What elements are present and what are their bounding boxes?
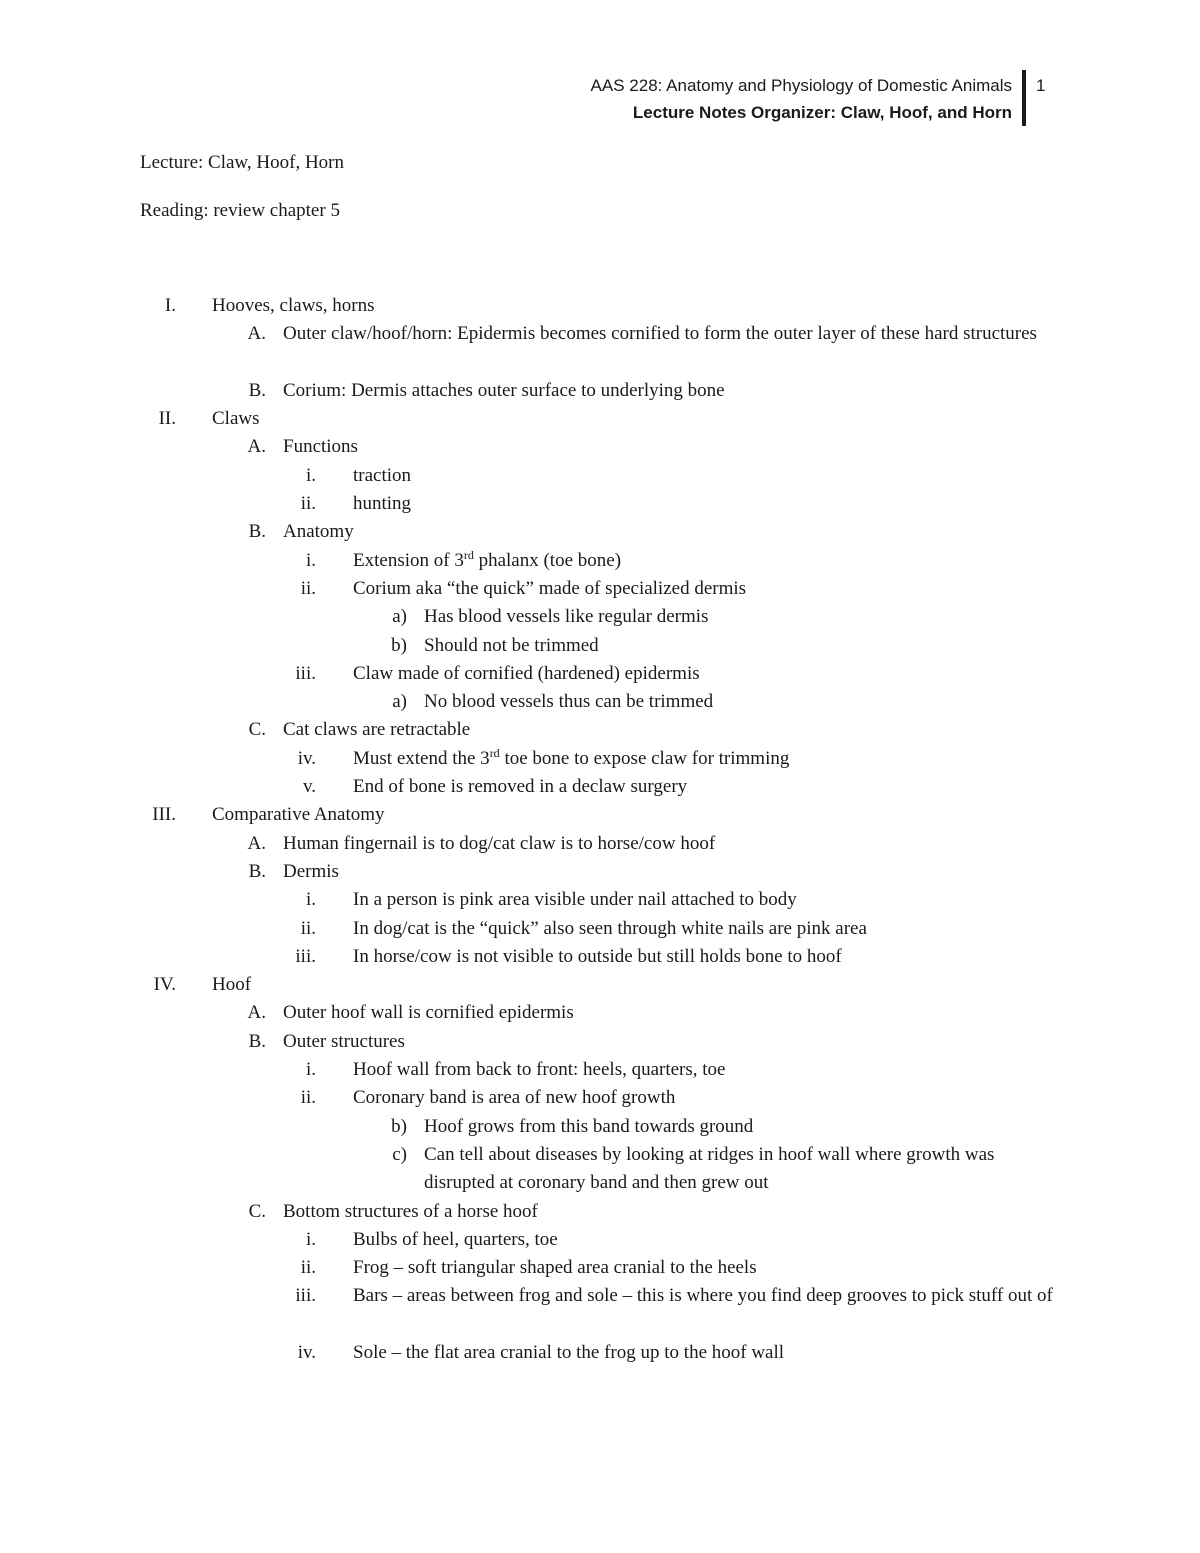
outline-text: In a person is pink area visible under nail attached to body xyxy=(353,889,797,911)
outline-text: End of bone is removed in a declaw surgery xyxy=(353,776,688,798)
outline-item xyxy=(0,320,1200,377)
outline-item xyxy=(0,1339,1200,1367)
outline-text: Cat claws are retractable xyxy=(283,719,471,741)
outline-marker: b) xyxy=(391,634,407,656)
outline-text: Can tell about diseases by looking at ridges in hoof wall where growth was disrupted at coronary band and then grew out xyxy=(424,1143,995,1194)
outline-marker: ii. xyxy=(300,1087,316,1109)
outline-text: Bulbs of heel, quarters, toe xyxy=(353,1228,558,1250)
outline-item xyxy=(0,773,1200,801)
lecture-line: Lecture: Claw, Hoof, Horn xyxy=(140,152,345,173)
outline-marker: A. xyxy=(247,436,266,458)
outline-item xyxy=(0,943,1200,971)
outline-marker: ii. xyxy=(300,917,316,939)
lecture-outline xyxy=(0,292,1200,1367)
superscript: rd xyxy=(463,547,474,562)
outline-marker: C. xyxy=(248,719,266,741)
outline-item xyxy=(0,603,1200,631)
outline-item xyxy=(0,518,1200,546)
outline-marker: II. xyxy=(158,408,176,430)
outline-item xyxy=(0,745,1200,773)
outline-item xyxy=(0,801,1200,829)
outline-item xyxy=(0,377,1200,405)
outline-item xyxy=(0,433,1200,461)
outline-marker: i. xyxy=(305,1228,316,1250)
outline-text: Functions xyxy=(283,436,358,458)
outline-marker: III. xyxy=(152,804,176,826)
outline-item xyxy=(0,547,1200,575)
outline-text xyxy=(353,547,1073,575)
outline-marker: B. xyxy=(248,379,266,401)
outline-text: Comparative Anatomy xyxy=(212,804,385,826)
outline-text: Corium aka “the quick” made of specialized dermis xyxy=(353,577,747,599)
outline-marker: a) xyxy=(392,691,407,713)
outline-text: Hooves, claws, horns xyxy=(212,295,375,316)
outline-text xyxy=(353,745,1073,773)
outline-item xyxy=(0,1113,1200,1141)
outline-item xyxy=(0,405,1200,433)
outline-marker: B. xyxy=(248,521,266,543)
text-part: Must extend the 3 xyxy=(353,747,490,769)
outline-text: Claws xyxy=(212,408,260,430)
outline-text: In dog/cat is the “quick” also seen through white nails are pink area xyxy=(353,917,867,939)
outline-text: Has blood vessels like regular dermis xyxy=(424,606,709,628)
outline-item xyxy=(0,1254,1200,1282)
outline-text: Coronary band is area of new hoof growth xyxy=(353,1087,676,1109)
course-title: AAS 228: Anatomy and Physiology of Domestic Animals xyxy=(590,76,1012,95)
outline-item xyxy=(0,1056,1200,1084)
outline-marker: A. xyxy=(247,832,266,854)
superscript: rd xyxy=(489,745,500,760)
outline-item xyxy=(0,688,1200,716)
outline-marker: a) xyxy=(392,606,407,628)
outline-item xyxy=(0,1028,1200,1056)
outline-marker: iv. xyxy=(297,1341,316,1363)
outline-text: traction xyxy=(353,464,412,486)
outline-text: Bottom structures of a horse hoof xyxy=(283,1200,538,1222)
outline-text: Human fingernail is to dog/cat claw is to horse/cow hoof xyxy=(283,832,716,854)
outline-marker: ii. xyxy=(300,577,316,599)
outline-text: Outer structures xyxy=(283,1030,405,1052)
outline-marker: c) xyxy=(392,1143,407,1165)
outline-marker: iv. xyxy=(297,747,316,769)
outline-marker: B. xyxy=(248,1030,266,1052)
outline-marker: IV. xyxy=(153,974,176,996)
outline-text: Dermis xyxy=(283,860,339,882)
outline-marker: i. xyxy=(305,549,316,571)
text-part: toe bone to expose claw for trimming xyxy=(499,747,790,769)
outline-item xyxy=(0,462,1200,490)
outline-item xyxy=(0,490,1200,518)
outline-text: Frog – soft triangular shaped area cranial to the heels xyxy=(353,1257,757,1279)
outline-text: No blood vessels thus can be trimmed xyxy=(424,691,714,713)
outline-item xyxy=(0,1084,1200,1112)
outline-marker: i. xyxy=(305,889,316,911)
outline-text: Claw made of cornified (hardened) epidermis xyxy=(353,662,700,684)
outline-item xyxy=(0,886,1200,914)
outline-marker: B. xyxy=(248,860,266,882)
text-part: phalanx (toe bone) xyxy=(473,549,622,571)
outline-marker: i. xyxy=(305,464,316,486)
outline-item xyxy=(0,660,1200,688)
outline-text: Outer claw/hoof/horn: Epidermis becomes cornified to form the outer layer of these hard structures xyxy=(283,323,1037,345)
outline-text: In horse/cow is not visible to outside but still holds bone to hoof xyxy=(353,945,842,967)
outline-text: Sole – the flat area cranial to the frog up to the hoof wall xyxy=(353,1341,785,1363)
outline-item xyxy=(0,1198,1200,1226)
outline-item xyxy=(0,292,1200,320)
outline-text: Hoof xyxy=(212,974,252,996)
outline-text: hunting xyxy=(353,493,412,515)
outline-marker: C. xyxy=(248,1200,266,1222)
outline-item xyxy=(0,716,1200,744)
outline-marker: I. xyxy=(164,295,176,316)
header-divider xyxy=(1022,70,1026,126)
reading-line: Reading: review chapter 5 xyxy=(140,200,340,221)
outline-text: Hoof grows from this band towards ground xyxy=(424,1115,754,1137)
page-number: 1 xyxy=(1036,76,1046,95)
outline-text: Outer hoof wall is cornified epidermis xyxy=(283,1002,574,1024)
outline-item xyxy=(0,915,1200,943)
outline-item xyxy=(0,575,1200,603)
outline-marker: A. xyxy=(247,1002,266,1024)
text-part: Extension of 3 xyxy=(353,549,464,571)
outline-item xyxy=(0,1282,1200,1339)
outline-marker: v. xyxy=(302,776,316,798)
outline-marker: b) xyxy=(391,1115,407,1137)
outline-marker: iii. xyxy=(295,1285,316,1307)
organizer-title: Lecture Notes Organizer: Claw, Hoof, and Horn xyxy=(632,103,1012,122)
outline-item xyxy=(0,858,1200,886)
outline-text: Anatomy xyxy=(283,521,354,543)
outline-marker: A. xyxy=(247,323,266,345)
outline-item xyxy=(0,632,1200,660)
outline-item xyxy=(0,999,1200,1027)
outline-text: Hoof wall from back to front: heels, quarters, toe xyxy=(353,1059,726,1081)
outline-item xyxy=(0,1141,1200,1198)
outline-text: Bars – areas between frog and sole – this is where you find deep grooves to pick stuff out of xyxy=(353,1285,1053,1307)
outline-marker: i. xyxy=(305,1059,316,1081)
outline-text: Corium: Dermis attaches outer surface to underlying bone xyxy=(283,379,725,401)
outline-item xyxy=(0,1226,1200,1254)
outline-text: Should not be trimmed xyxy=(424,634,599,656)
outline-marker: ii. xyxy=(300,493,316,515)
outline-item xyxy=(0,830,1200,858)
page-header xyxy=(591,72,1024,126)
outline-item xyxy=(0,971,1200,999)
outline-marker: iii. xyxy=(295,662,316,684)
outline-marker: ii. xyxy=(300,1257,316,1279)
outline-marker: iii. xyxy=(295,945,316,967)
